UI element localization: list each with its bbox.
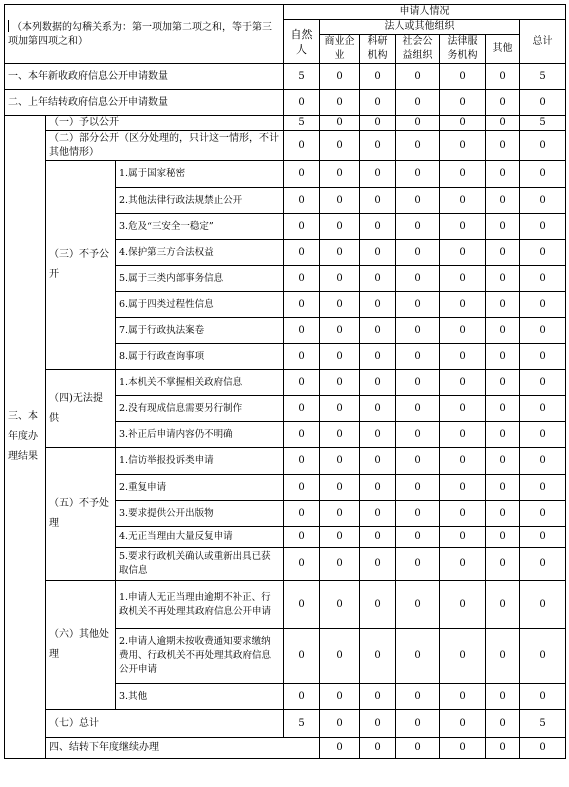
value-cell: 0 bbox=[360, 448, 396, 475]
value-cell: 0 bbox=[284, 475, 320, 501]
table-row bbox=[5, 710, 566, 738]
value-cell: 0 bbox=[396, 684, 440, 710]
value-cell: 0 bbox=[520, 131, 566, 161]
value-cell: 0 bbox=[520, 448, 566, 475]
value-cell: 0 bbox=[440, 318, 486, 344]
disclosure-stats-table bbox=[4, 4, 566, 759]
header-other: 其他 bbox=[486, 35, 520, 64]
group-label: （三）不予公开 bbox=[46, 161, 116, 370]
value-cell: 0 bbox=[396, 475, 440, 501]
row-label: （一）予以公开 bbox=[46, 116, 284, 131]
value-cell: 0 bbox=[284, 344, 320, 370]
value-cell: 0 bbox=[360, 710, 396, 738]
value-cell: 0 bbox=[440, 629, 486, 684]
header-note-cell bbox=[5, 5, 284, 64]
value-cell: 0 bbox=[396, 581, 440, 629]
value-cell: 0 bbox=[320, 448, 360, 475]
value-cell: 0 bbox=[520, 629, 566, 684]
row-label: 3.危及“三安全一稳定” bbox=[116, 214, 284, 240]
value-cell: 0 bbox=[360, 396, 396, 422]
text-cursor bbox=[8, 20, 9, 32]
value-cell: 0 bbox=[440, 292, 486, 318]
value-cell: 0 bbox=[320, 188, 360, 214]
row-label: 5.要求行政机关确认或重新出具已获取信息 bbox=[116, 548, 284, 581]
value-cell: 0 bbox=[284, 370, 320, 396]
row-label: 8.属于行政查询事项 bbox=[116, 344, 284, 370]
value-cell: 0 bbox=[360, 581, 396, 629]
value-cell: 0 bbox=[320, 116, 360, 131]
value-cell: 0 bbox=[396, 292, 440, 318]
value-cell: 0 bbox=[320, 131, 360, 161]
value-cell: 0 bbox=[486, 527, 520, 548]
value-cell: 0 bbox=[486, 292, 520, 318]
row-label: 2.其他法律行政法规禁止公开 bbox=[116, 188, 284, 214]
value-cell: 0 bbox=[320, 90, 360, 116]
value-cell: 0 bbox=[486, 501, 520, 527]
value-cell: 0 bbox=[284, 629, 320, 684]
value-cell: 0 bbox=[320, 422, 360, 448]
value-cell: 0 bbox=[396, 396, 440, 422]
value-cell: 0 bbox=[320, 501, 360, 527]
value-cell: 0 bbox=[520, 90, 566, 116]
value-cell: 0 bbox=[396, 344, 440, 370]
header-applicant: 申请人情况 bbox=[284, 5, 566, 20]
value-cell: 0 bbox=[360, 64, 396, 90]
value-cell: 0 bbox=[486, 266, 520, 292]
value-cell: 5 bbox=[520, 710, 566, 738]
value-cell: 0 bbox=[360, 266, 396, 292]
value-cell: 0 bbox=[284, 548, 320, 581]
header-note: （本列数据的勾稽关系为：第一项加第二项之和，等于第三项加第四项之和） bbox=[8, 21, 272, 47]
value-cell: 0 bbox=[440, 527, 486, 548]
value-cell: 0 bbox=[396, 161, 440, 188]
header-research: 科研机构 bbox=[360, 35, 396, 64]
row-label: 2.重复申请 bbox=[116, 475, 284, 501]
row-label: 四、结转下年度继续办理 bbox=[46, 738, 320, 759]
value-cell: 0 bbox=[486, 548, 520, 581]
table-row bbox=[5, 448, 566, 475]
value-cell: 0 bbox=[284, 214, 320, 240]
value-cell: 0 bbox=[440, 475, 486, 501]
value-cell: 0 bbox=[396, 527, 440, 548]
value-cell: 0 bbox=[520, 548, 566, 581]
value-cell: 0 bbox=[486, 344, 520, 370]
section-label: 三、本年度办理结果 bbox=[5, 116, 46, 759]
value-cell: 0 bbox=[320, 629, 360, 684]
value-cell: 0 bbox=[284, 90, 320, 116]
value-cell: 0 bbox=[486, 396, 520, 422]
value-cell: 0 bbox=[486, 64, 520, 90]
value-cell: 0 bbox=[284, 501, 320, 527]
value-cell: 0 bbox=[320, 684, 360, 710]
value-cell: 0 bbox=[320, 738, 360, 759]
value-cell: 0 bbox=[360, 131, 396, 161]
row-label: 1.信访举报投诉类申请 bbox=[116, 448, 284, 475]
value-cell: 0 bbox=[284, 422, 320, 448]
value-cell: 0 bbox=[440, 448, 486, 475]
value-cell: 0 bbox=[486, 161, 520, 188]
value-cell: 0 bbox=[320, 396, 360, 422]
value-cell: 0 bbox=[520, 738, 566, 759]
value-cell: 0 bbox=[486, 448, 520, 475]
value-cell: 0 bbox=[320, 710, 360, 738]
value-cell: 0 bbox=[520, 396, 566, 422]
value-cell: 0 bbox=[360, 116, 396, 131]
value-cell: 0 bbox=[284, 396, 320, 422]
header-social: 社会公益组织 bbox=[396, 35, 440, 64]
value-cell: 0 bbox=[396, 629, 440, 684]
group-label: （四)无法提供 bbox=[46, 370, 116, 448]
row-label: 3.要求提供公开出版物 bbox=[116, 501, 284, 527]
value-cell: 0 bbox=[520, 188, 566, 214]
value-cell: 0 bbox=[440, 684, 486, 710]
value-cell: 0 bbox=[440, 240, 486, 266]
header-natural-person: 自然人 bbox=[284, 20, 320, 64]
value-cell: 0 bbox=[440, 396, 486, 422]
value-cell: 0 bbox=[520, 214, 566, 240]
value-cell: 0 bbox=[320, 344, 360, 370]
value-cell: 0 bbox=[284, 161, 320, 188]
value-cell: 0 bbox=[360, 370, 396, 396]
value-cell: 0 bbox=[396, 370, 440, 396]
value-cell: 0 bbox=[360, 738, 396, 759]
value-cell: 0 bbox=[396, 214, 440, 240]
value-cell: 0 bbox=[320, 266, 360, 292]
value-cell: 5 bbox=[520, 64, 566, 90]
value-cell: 0 bbox=[360, 501, 396, 527]
row-label: 3.补正后申请内容仍不明确 bbox=[116, 422, 284, 448]
value-cell: 0 bbox=[520, 266, 566, 292]
value-cell: 0 bbox=[520, 475, 566, 501]
row-label: 2.没有现成信息需要另行制作 bbox=[116, 396, 284, 422]
value-cell: 0 bbox=[440, 738, 486, 759]
value-cell: 0 bbox=[440, 581, 486, 629]
table-row bbox=[5, 64, 566, 90]
value-cell: 0 bbox=[440, 131, 486, 161]
value-cell: 0 bbox=[520, 422, 566, 448]
value-cell: 0 bbox=[284, 581, 320, 629]
value-cell: 0 bbox=[284, 527, 320, 548]
value-cell: 0 bbox=[440, 548, 486, 581]
value-cell: 0 bbox=[284, 292, 320, 318]
row-label: 1.属于国家秘密 bbox=[116, 161, 284, 188]
value-cell: 0 bbox=[396, 448, 440, 475]
value-cell: 0 bbox=[486, 629, 520, 684]
value-cell: 5 bbox=[520, 116, 566, 131]
value-cell: 0 bbox=[360, 629, 396, 684]
value-cell: 0 bbox=[440, 188, 486, 214]
value-cell: 0 bbox=[320, 370, 360, 396]
value-cell: 0 bbox=[396, 710, 440, 738]
value-cell: 0 bbox=[284, 448, 320, 475]
value-cell: 0 bbox=[520, 161, 566, 188]
value-cell: 0 bbox=[360, 422, 396, 448]
value-cell: 0 bbox=[486, 738, 520, 759]
value-cell: 0 bbox=[320, 548, 360, 581]
row-label: 2.申请人逾期未按收费通知要求缴纳费用、行政机关不再处理其政府信息公开申请 bbox=[116, 629, 284, 684]
value-cell: 5 bbox=[284, 116, 320, 131]
value-cell: 0 bbox=[320, 240, 360, 266]
value-cell: 0 bbox=[320, 581, 360, 629]
row-label: 二、上年结转政府信息公开申请数量 bbox=[5, 90, 284, 116]
value-cell: 0 bbox=[396, 116, 440, 131]
value-cell: 0 bbox=[440, 710, 486, 738]
header-business: 商业企业 bbox=[320, 35, 360, 64]
value-cell: 0 bbox=[396, 90, 440, 116]
value-cell: 0 bbox=[486, 370, 520, 396]
value-cell: 0 bbox=[320, 292, 360, 318]
row-label: 4.无正当理由大量反复申请 bbox=[116, 527, 284, 548]
value-cell: 0 bbox=[320, 527, 360, 548]
value-cell: 0 bbox=[284, 266, 320, 292]
value-cell: 0 bbox=[284, 240, 320, 266]
value-cell: 0 bbox=[396, 738, 440, 759]
table-row bbox=[5, 370, 566, 396]
value-cell: 0 bbox=[284, 684, 320, 710]
value-cell: 0 bbox=[440, 344, 486, 370]
value-cell: 0 bbox=[520, 581, 566, 629]
value-cell: 0 bbox=[320, 475, 360, 501]
row-label: （二）部分公开（区分处理的，只计这一情形，不计其他情形） bbox=[46, 131, 284, 161]
header-total: 总计 bbox=[520, 20, 566, 64]
value-cell: 0 bbox=[440, 422, 486, 448]
value-cell: 0 bbox=[284, 318, 320, 344]
value-cell: 0 bbox=[520, 370, 566, 396]
value-cell: 0 bbox=[396, 131, 440, 161]
value-cell: 0 bbox=[396, 548, 440, 581]
value-cell: 0 bbox=[486, 581, 520, 629]
header-legal-service: 法律服务机构 bbox=[440, 35, 486, 64]
value-cell: 0 bbox=[360, 548, 396, 581]
value-cell: 0 bbox=[520, 684, 566, 710]
value-cell: 0 bbox=[440, 266, 486, 292]
value-cell: 0 bbox=[396, 64, 440, 90]
value-cell: 0 bbox=[360, 318, 396, 344]
table-row bbox=[5, 581, 566, 629]
value-cell: 0 bbox=[320, 64, 360, 90]
row-label: 1.申请人无正当理由逾期不补正、行政机关不再处理其政府信息公开申请 bbox=[116, 581, 284, 629]
row-label: 7.属于行政执法案卷 bbox=[116, 318, 284, 344]
value-cell: 0 bbox=[520, 292, 566, 318]
value-cell: 0 bbox=[486, 318, 520, 344]
value-cell: 0 bbox=[360, 475, 396, 501]
value-cell: 0 bbox=[360, 684, 396, 710]
value-cell: 0 bbox=[486, 90, 520, 116]
value-cell: 0 bbox=[440, 161, 486, 188]
value-cell: 5 bbox=[284, 64, 320, 90]
table-row bbox=[5, 738, 566, 759]
value-cell: 0 bbox=[486, 422, 520, 448]
row-label: 一、本年新收政府信息公开申请数量 bbox=[5, 64, 284, 90]
value-cell: 0 bbox=[440, 214, 486, 240]
value-cell: 0 bbox=[486, 131, 520, 161]
group-label: （五）不予处理 bbox=[46, 448, 116, 581]
value-cell: 0 bbox=[486, 684, 520, 710]
value-cell: 0 bbox=[360, 292, 396, 318]
value-cell: 0 bbox=[486, 214, 520, 240]
value-cell: 0 bbox=[360, 344, 396, 370]
value-cell: 0 bbox=[396, 240, 440, 266]
table-row bbox=[5, 116, 566, 131]
row-label: （七）总计 bbox=[46, 710, 284, 738]
value-cell: 0 bbox=[396, 501, 440, 527]
value-cell: 0 bbox=[520, 240, 566, 266]
value-cell: 0 bbox=[520, 318, 566, 344]
value-cell: 5 bbox=[284, 710, 320, 738]
row-label: 5.属于三类内部事务信息 bbox=[116, 266, 284, 292]
row-label: 3.其他 bbox=[116, 684, 284, 710]
value-cell: 0 bbox=[284, 131, 320, 161]
table-row bbox=[5, 161, 566, 188]
value-cell: 0 bbox=[440, 64, 486, 90]
value-cell: 0 bbox=[486, 116, 520, 131]
value-cell: 0 bbox=[320, 161, 360, 188]
value-cell: 0 bbox=[440, 90, 486, 116]
value-cell: 0 bbox=[360, 527, 396, 548]
value-cell: 0 bbox=[360, 188, 396, 214]
value-cell: 0 bbox=[520, 344, 566, 370]
value-cell: 0 bbox=[360, 240, 396, 266]
header-legal-group: 法人或其他组织 bbox=[320, 20, 520, 35]
value-cell: 0 bbox=[284, 188, 320, 214]
value-cell: 0 bbox=[396, 422, 440, 448]
value-cell: 0 bbox=[440, 116, 486, 131]
value-cell: 0 bbox=[486, 475, 520, 501]
value-cell: 0 bbox=[396, 188, 440, 214]
value-cell: 0 bbox=[440, 501, 486, 527]
table-row bbox=[5, 90, 566, 116]
value-cell: 0 bbox=[360, 161, 396, 188]
value-cell: 0 bbox=[396, 318, 440, 344]
group-label: （六）其他处理 bbox=[46, 581, 116, 710]
value-cell: 0 bbox=[360, 214, 396, 240]
value-cell: 0 bbox=[486, 188, 520, 214]
row-label: 6.属于四类过程性信息 bbox=[116, 292, 284, 318]
value-cell: 0 bbox=[520, 501, 566, 527]
value-cell: 0 bbox=[520, 527, 566, 548]
value-cell: 0 bbox=[486, 710, 520, 738]
value-cell: 0 bbox=[320, 214, 360, 240]
value-cell: 0 bbox=[360, 90, 396, 116]
value-cell: 0 bbox=[440, 370, 486, 396]
value-cell: 0 bbox=[396, 266, 440, 292]
row-label: 4.保护第三方合法权益 bbox=[116, 240, 284, 266]
row-label: 1.本机关不掌握相关政府信息 bbox=[116, 370, 284, 396]
value-cell: 0 bbox=[320, 318, 360, 344]
table-row bbox=[5, 131, 566, 161]
value-cell: 0 bbox=[486, 240, 520, 266]
